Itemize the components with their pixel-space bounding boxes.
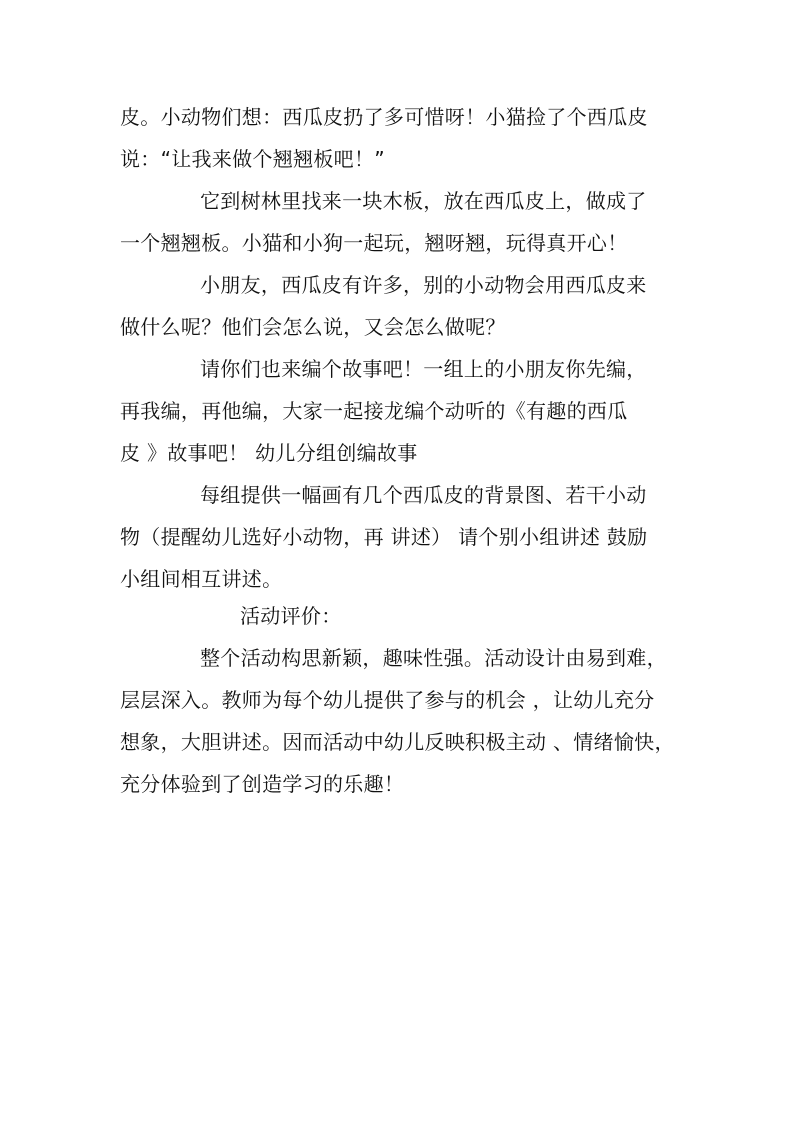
question-text-line-1: 小朋友，西瓜皮有许多，别的小动物会用西瓜皮来 <box>200 273 647 297</box>
story-text-line-2: 说：“让我来做个翘翘板吧！” <box>120 147 385 171</box>
activity-text-line-3: 皮 》故事吧！ 幼儿分组创编故事 <box>120 441 418 465</box>
group-text-line-3: 小组间相互讲述。 <box>120 567 283 591</box>
story-text-line-4: 一个翘翘板。小猫和小狗一起玩，翘呀翘，玩得真开心！ <box>120 231 628 255</box>
evaluation-text-line-1: 整个活动构思新颖，趣味性强。活动设计由易到难， <box>200 646 667 670</box>
question-text-line-2: 做什么呢？他们会怎么说，又会怎么做呢？ <box>120 315 506 339</box>
evaluation-text-line-3: 想象，大胆讲述。因而活动中幼儿反映积极主动 、情绪愉快， <box>120 730 675 754</box>
group-text-line-2: 物（提醒幼儿选好小动物，再 讲述） 请个别小组讲述 鼓励 <box>120 525 648 549</box>
group-text-line-1: 每组提供一幅画有几个西瓜皮的背景图、若干小动 <box>200 483 647 507</box>
evaluation-heading: 活动评价： <box>240 604 342 628</box>
evaluation-text-line-2: 层层深入。教师为每个幼儿提供了参与的机会 ，让幼儿充分 <box>120 688 655 712</box>
story-text-line-1: 皮。小动物们想：西瓜皮扔了多可惜呀！小猫捡了个西瓜皮 <box>120 105 648 129</box>
evaluation-text-line-4: 充分体验到了创造学习的乐趣！ <box>120 772 405 796</box>
story-text-line-3: 它到树林里找来一块木板，放在西瓜皮上，做成了 <box>200 189 647 213</box>
activity-text-line-1: 请你们也来编个故事吧！一组上的小朋友你先编， <box>200 357 647 381</box>
activity-text-line-2: 再我编，再他编，大家一起接龙编个动听的《有趣的西瓜 <box>120 399 628 423</box>
